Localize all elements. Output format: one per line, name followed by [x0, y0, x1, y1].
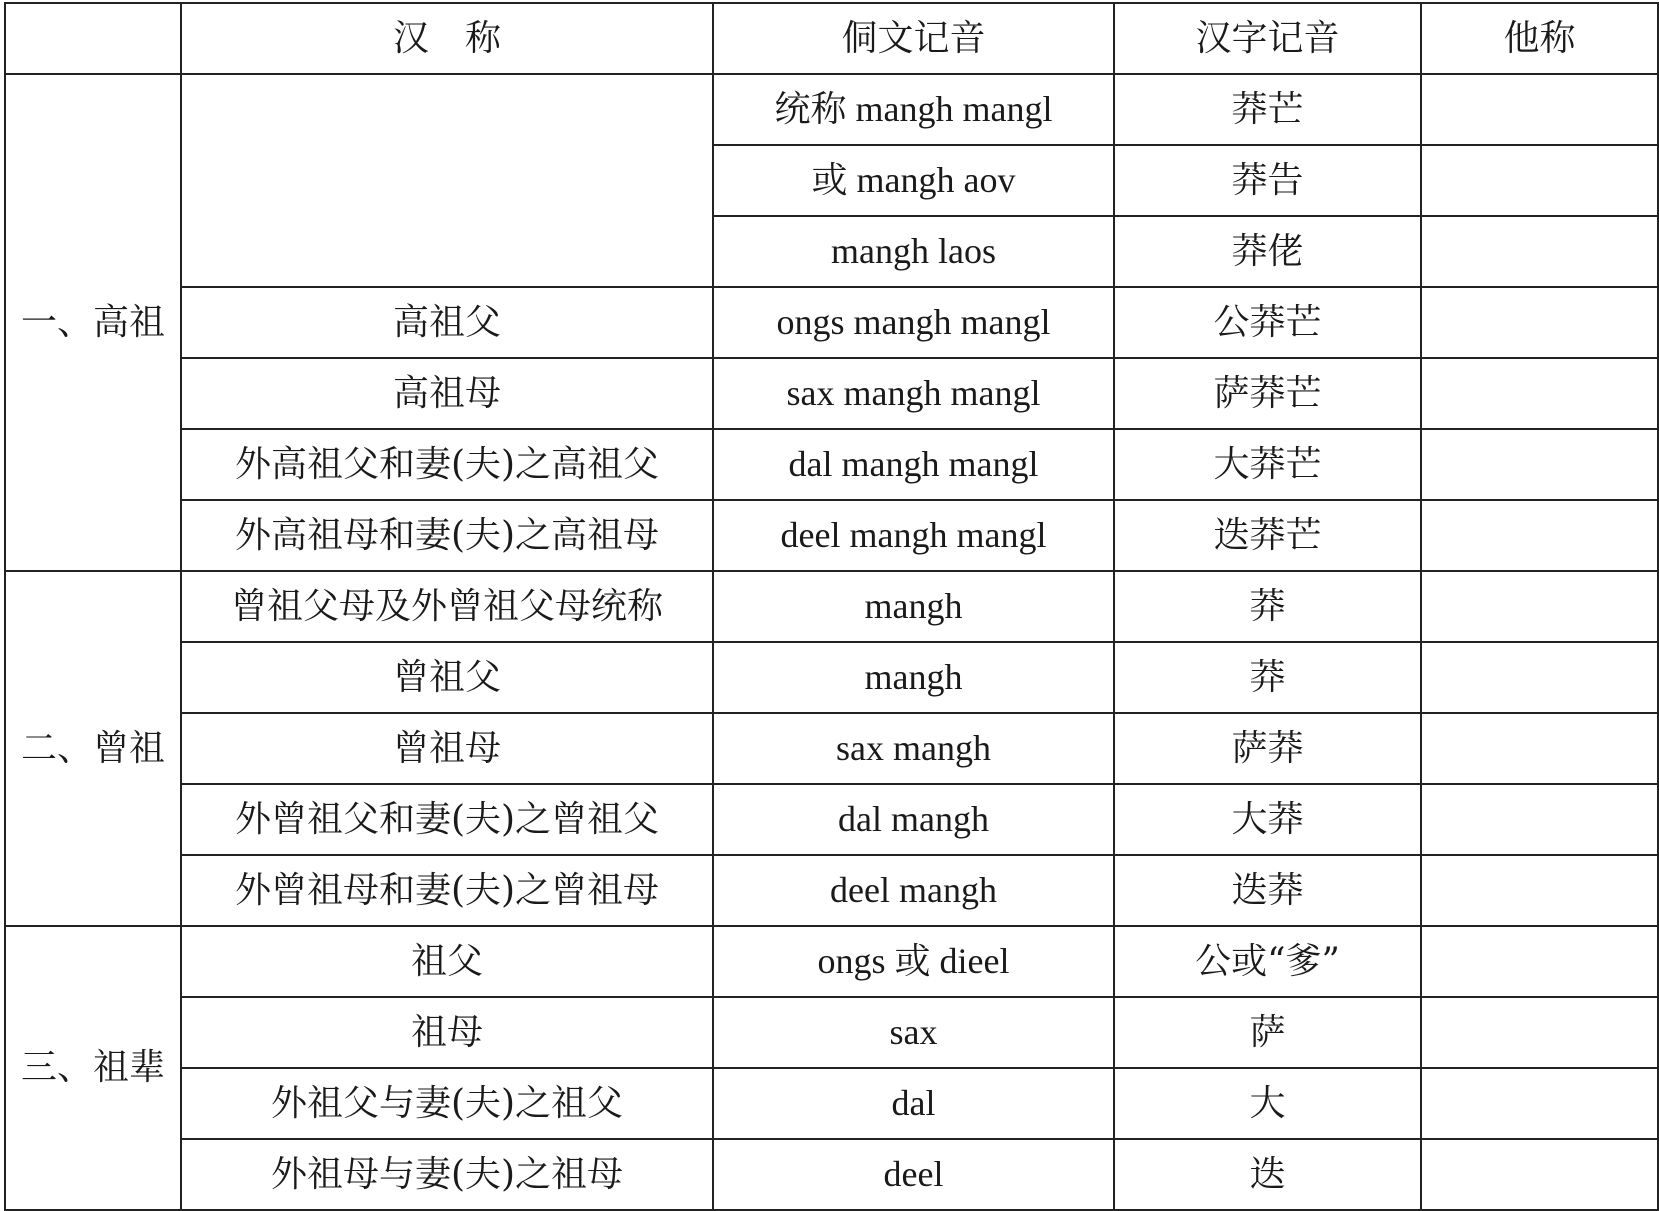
other-cell [1421, 642, 1658, 713]
table-row [5, 571, 1658, 642]
table-row [5, 287, 1658, 358]
header-han-name: 汉 称 [181, 3, 713, 74]
dong-cell: mangh [713, 571, 1114, 642]
dong-cell: mangh laos [713, 216, 1114, 287]
hanzi-cell: 莽 [1114, 642, 1421, 713]
table-row [5, 74, 1658, 145]
hanzi-cell: 莽 [1114, 571, 1421, 642]
other-cell [1421, 287, 1658, 358]
header-dong-script: 侗文记音 [713, 3, 1114, 74]
dong-cell: ongs mangh mangl [713, 287, 1114, 358]
other-cell [1421, 713, 1658, 784]
han-name-cell [181, 74, 713, 287]
other-cell [1421, 784, 1658, 855]
other-cell [1421, 926, 1658, 997]
han-name-cell: 外曾祖父和妻(夫)之曾祖父 [181, 784, 713, 855]
header-group [5, 3, 181, 74]
hanzi-cell: 莽佬 [1114, 216, 1421, 287]
other-cell [1421, 358, 1658, 429]
hanzi-cell: 公或“爹” [1114, 926, 1421, 997]
dong-cell: dal mangh mangl [713, 429, 1114, 500]
dong-cell: deel mangh mangl [713, 500, 1114, 571]
han-name-cell: 高祖母 [181, 358, 713, 429]
table-row [5, 784, 1658, 855]
other-cell [1421, 1139, 1658, 1210]
dong-cell: sax mangh [713, 713, 1114, 784]
han-name-cell: 外高祖父和妻(夫)之高祖父 [181, 429, 713, 500]
table-row [5, 1068, 1658, 1139]
other-cell [1421, 571, 1658, 642]
other-cell [1421, 216, 1658, 287]
han-name-cell: 曾祖父母及外曾祖父母统称 [181, 571, 713, 642]
han-name-cell: 外祖父与妻(夫)之祖父 [181, 1068, 713, 1139]
hanzi-cell: 萨 [1114, 997, 1421, 1068]
other-cell [1421, 855, 1658, 926]
header-han-script: 汉字记音 [1114, 3, 1421, 74]
other-cell [1421, 145, 1658, 216]
han-name-cell: 曾祖母 [181, 713, 713, 784]
dong-cell: 统称 mangh mangl [713, 74, 1114, 145]
hanzi-cell: 公莽芒 [1114, 287, 1421, 358]
other-cell [1421, 74, 1658, 145]
dong-cell: mangh [713, 642, 1114, 713]
han-name-cell: 外祖母与妻(夫)之祖母 [181, 1139, 713, 1210]
dong-cell: deel [713, 1139, 1114, 1210]
dong-cell: sax [713, 997, 1114, 1068]
dong-cell: dal mangh [713, 784, 1114, 855]
table-row [5, 1139, 1658, 1210]
table-row [5, 855, 1658, 926]
other-cell [1421, 500, 1658, 571]
hanzi-cell: 迭莽芒 [1114, 500, 1421, 571]
hanzi-cell: 莽告 [1114, 145, 1421, 216]
group-label-gaozu: 一、高祖 [5, 74, 181, 571]
hanzi-cell: 迭 [1114, 1139, 1421, 1210]
dong-cell: deel mangh [713, 855, 1114, 926]
hanzi-cell: 大莽 [1114, 784, 1421, 855]
table-row [5, 713, 1658, 784]
group-label-zubei: 三、祖辈 [5, 926, 181, 1210]
table-row [5, 358, 1658, 429]
other-cell [1421, 429, 1658, 500]
group-label-zengzu: 二、曾祖 [5, 571, 181, 926]
other-cell [1421, 1068, 1658, 1139]
han-name-cell: 外高祖母和妻(夫)之高祖母 [181, 500, 713, 571]
han-name-cell: 祖母 [181, 997, 713, 1068]
table-row [5, 429, 1658, 500]
hanzi-cell: 莽芒 [1114, 74, 1421, 145]
other-cell [1421, 997, 1658, 1068]
han-name-cell: 祖父 [181, 926, 713, 997]
han-name-cell: 曾祖父 [181, 642, 713, 713]
hanzi-cell: 大 [1114, 1068, 1421, 1139]
table-row [5, 500, 1658, 571]
han-name-cell: 外曾祖母和妻(夫)之曾祖母 [181, 855, 713, 926]
hanzi-cell: 迭莽 [1114, 855, 1421, 926]
hanzi-cell: 萨莽芒 [1114, 358, 1421, 429]
table-row [5, 926, 1658, 997]
hanzi-cell: 萨莽 [1114, 713, 1421, 784]
header-row [5, 3, 1658, 74]
han-name-cell: 高祖父 [181, 287, 713, 358]
dong-cell: sax mangh mangl [713, 358, 1114, 429]
dong-cell: 或 mangh aov [713, 145, 1114, 216]
table-row [5, 997, 1658, 1068]
dong-cell: dal [713, 1068, 1114, 1139]
kinship-terms-table [4, 2, 1659, 1211]
dong-cell: ongs 或 dieel [713, 926, 1114, 997]
hanzi-cell: 大莽芒 [1114, 429, 1421, 500]
table-row [5, 642, 1658, 713]
header-other-name: 他称 [1421, 3, 1658, 74]
